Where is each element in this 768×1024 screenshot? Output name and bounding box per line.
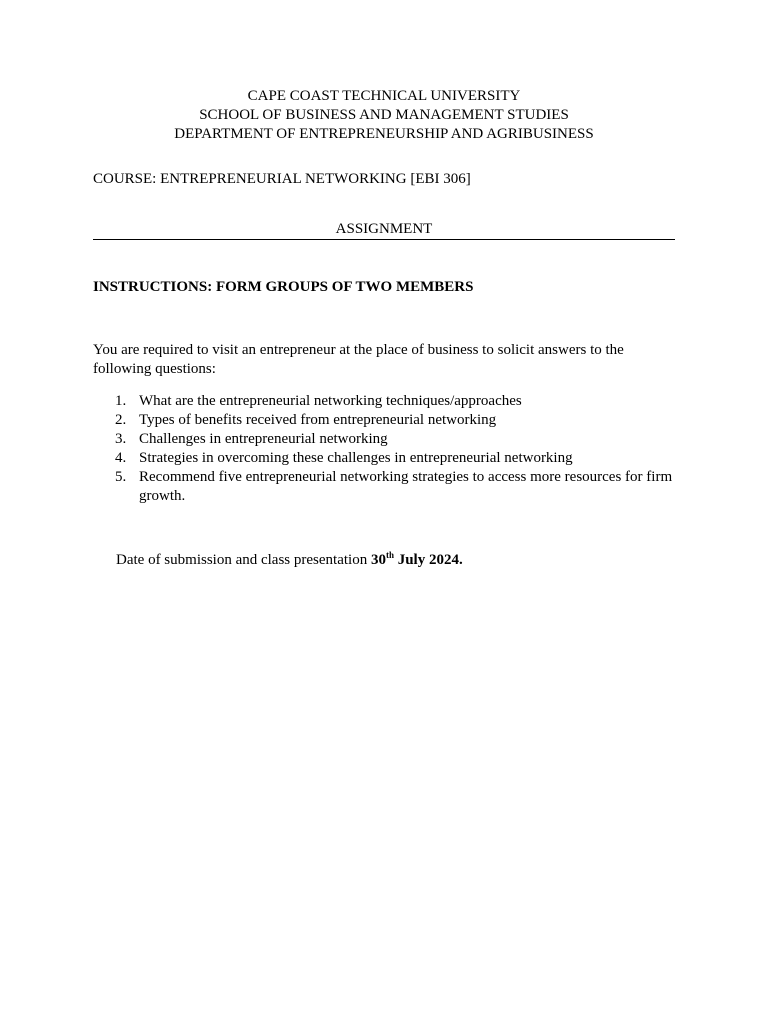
- list-item-text: What are the entrepreneurial networking techniques/approaches: [139, 393, 522, 409]
- submission-date: [371, 552, 463, 568]
- intro-paragraph: You are required to visit an entrepreneur at the place of business to solicit answers to the following questions:: [93, 342, 624, 377]
- submission-date-line: [116, 551, 463, 570]
- list-item-text: Challenges in entrepreneurial networking: [139, 431, 388, 447]
- submission-day: 30: [370, 552, 386, 568]
- course-title: COURSE: ENTREPRENEURIAL NETWORKING [EBI 306]: [93, 171, 471, 187]
- list-item-text: Recommend five entrepreneurial networking strategies to access more resources for firm growth.: [139, 469, 673, 504]
- list-item-number: 5.: [115, 469, 127, 485]
- list-item: [93, 392, 675, 411]
- university-name: CAPE COAST TECHNICAL UNIVERSITY: [247, 88, 521, 104]
- instructions-heading: INSTRUCTIONS: FORM GROUPS OF TWO MEMBERS: [93, 279, 474, 295]
- department-name: DEPARTMENT OF ENTREPRENEURSHIP AND AGRIBUSINESS: [174, 126, 594, 142]
- list-item-text: Strategies in overcoming these challenges in entrepreneurial networking: [139, 450, 573, 466]
- horizontal-rule: [93, 239, 675, 240]
- list-item-number: 4.: [115, 450, 127, 466]
- list-item-text: Types of benefits received from entrepreneurial networking: [139, 412, 497, 428]
- list-item-number: 3.: [115, 431, 127, 447]
- list-item: [93, 449, 675, 468]
- assignment-heading: ASSIGNMENT: [335, 221, 433, 237]
- list-item: [93, 411, 675, 430]
- list-item-number: 1.: [115, 393, 127, 409]
- questions-list: [93, 392, 675, 506]
- submission-day-suffix: th: [385, 550, 394, 560]
- list-item: [93, 468, 675, 506]
- list-item: [93, 430, 675, 449]
- list-item-number: 2.: [115, 412, 127, 428]
- school-name: SCHOOL OF BUSINESS AND MANAGEMENT STUDIES: [199, 107, 569, 123]
- document-header: [93, 87, 675, 144]
- submission-month-year: July 2024.: [393, 552, 463, 568]
- submission-label: Date of submission and class presentation: [116, 552, 371, 568]
